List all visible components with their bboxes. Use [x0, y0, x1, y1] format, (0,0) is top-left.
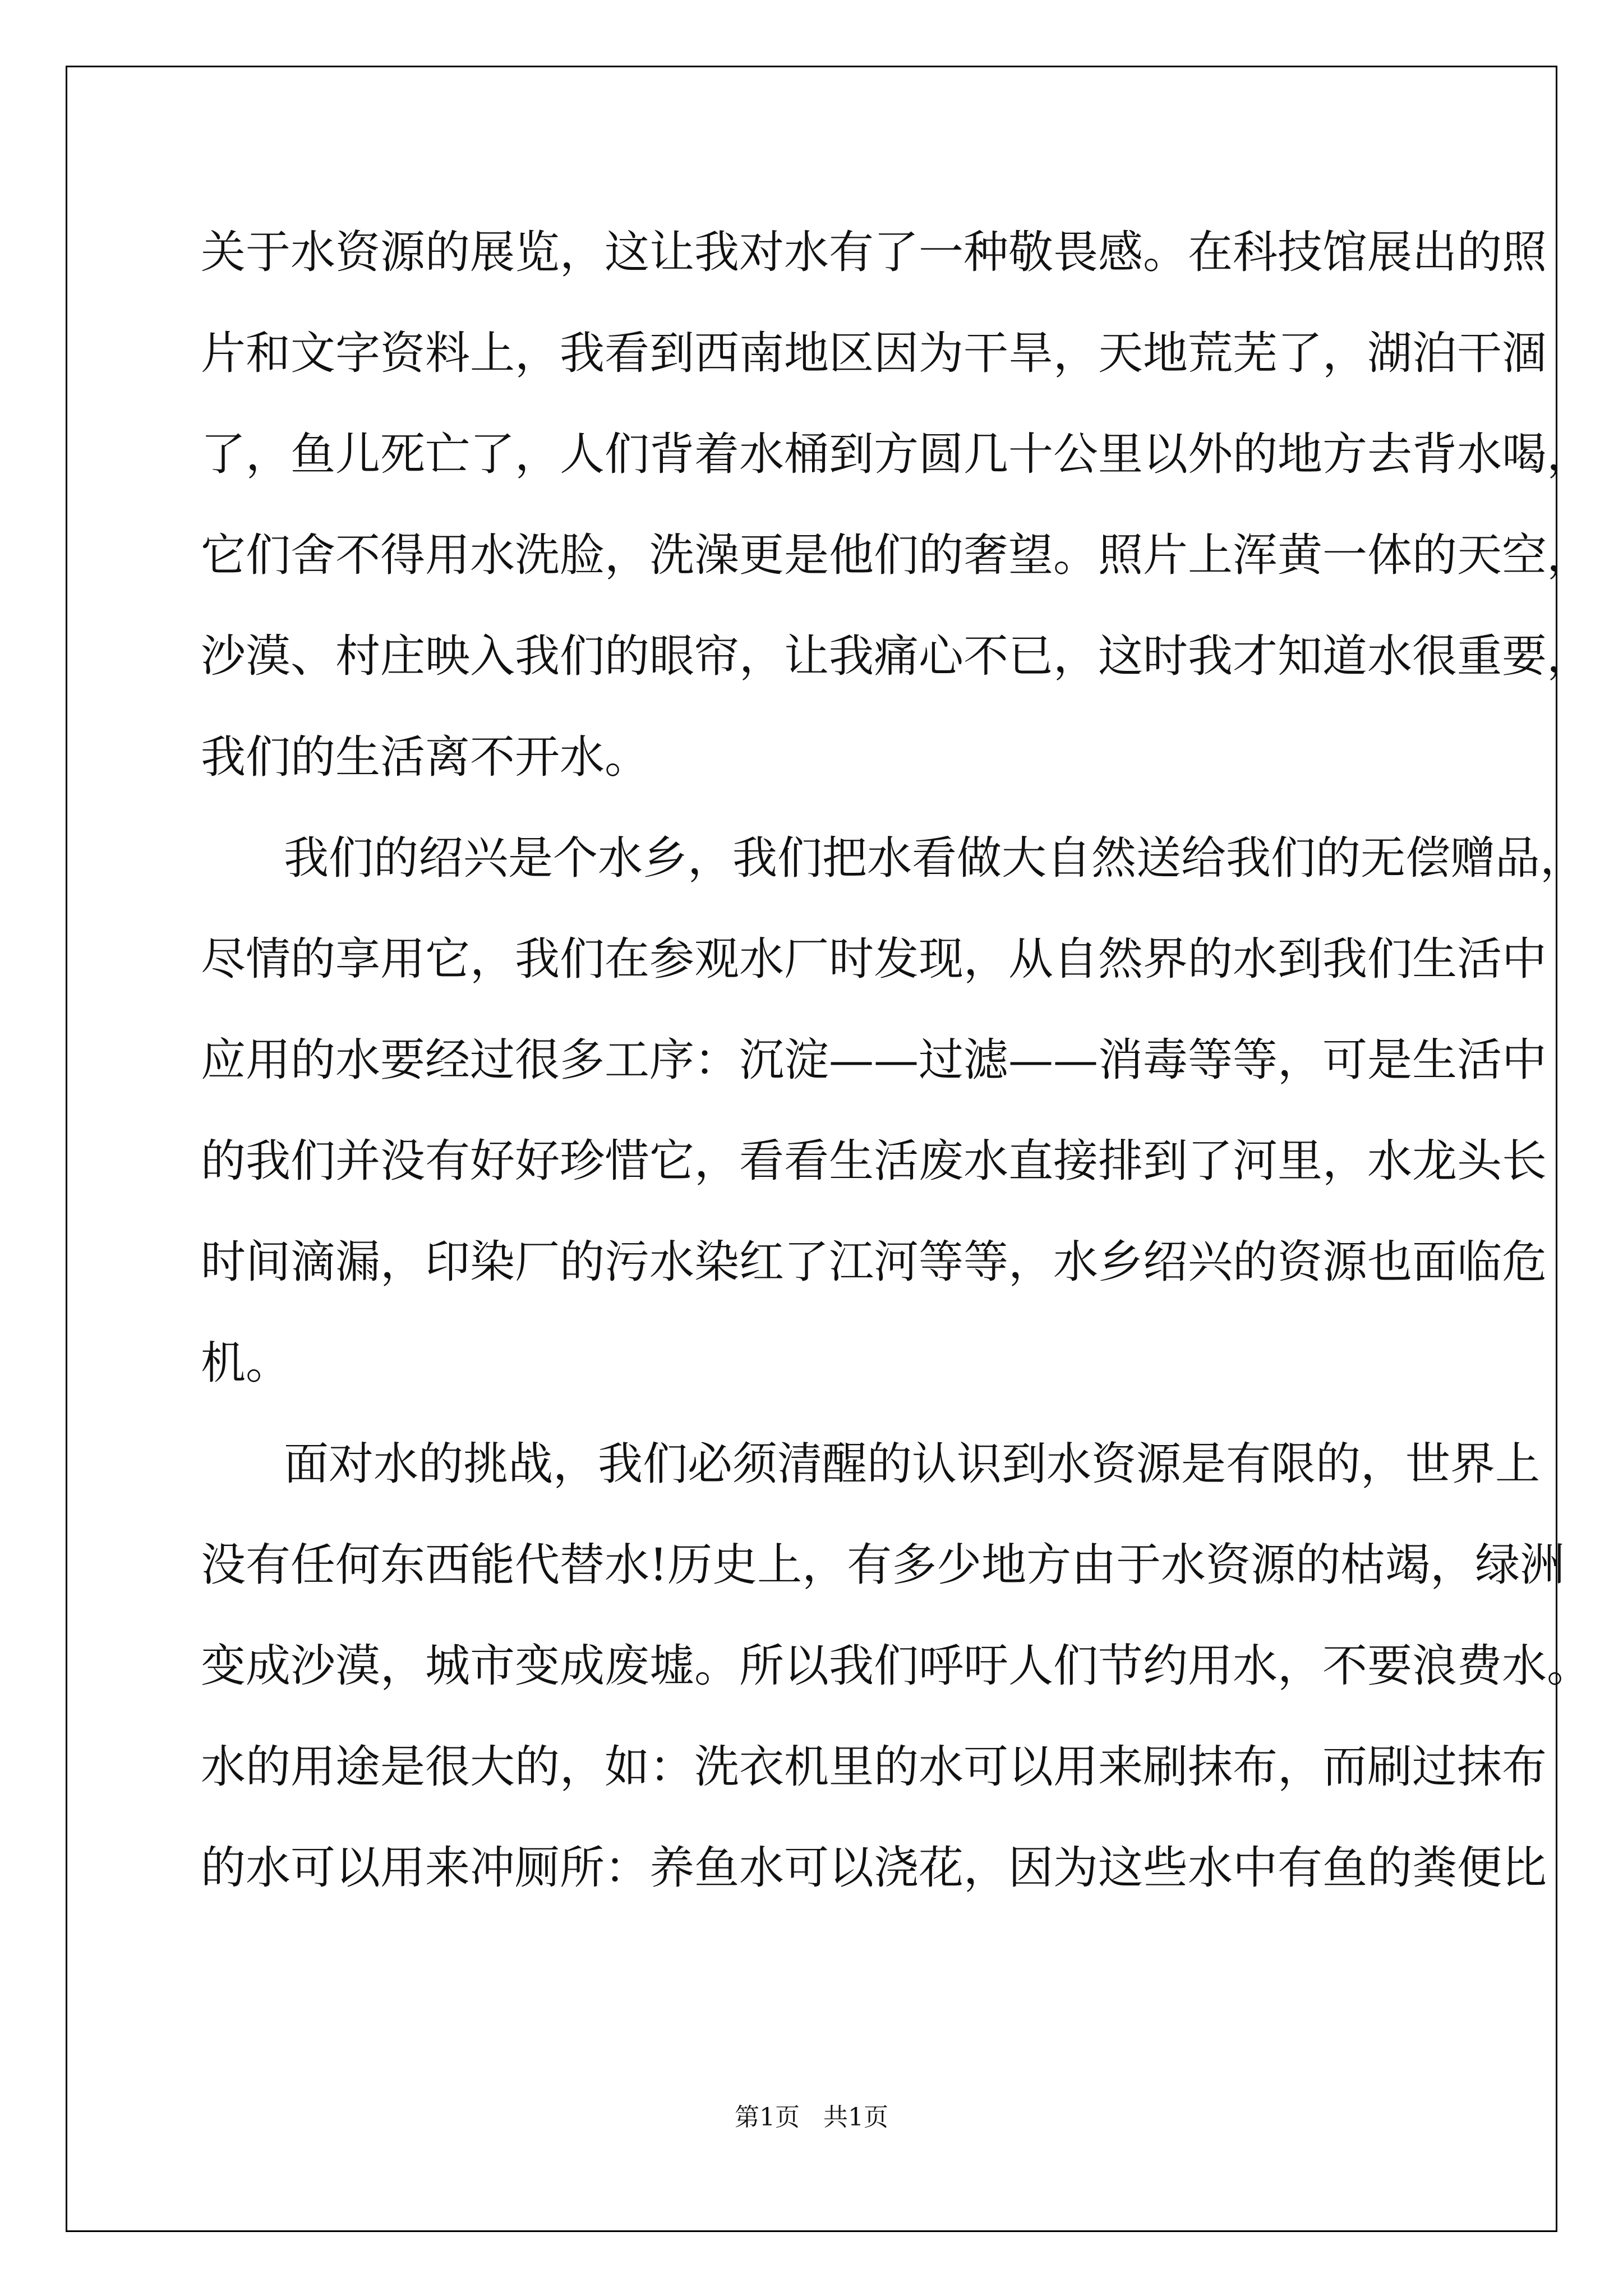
- text-line: 它们舍不得用水洗脸，洗澡更是他们的奢望。照片上浑黄一体的天空，: [201, 529, 1592, 581]
- text-line: 关于水资源的展览，这让我对水有了一种敬畏感。在科技馆展出的照: [201, 226, 1547, 278]
- text-line: 时间滴漏，印染厂的污水染红了江河等等，水乡绍兴的资源也面临危: [201, 1236, 1547, 1288]
- text-line: 了，鱼儿死亡了，人们背着水桶到方圆几十公里以外的地方去背水喝，: [201, 428, 1592, 480]
- text-line: 片和文字资料上，我看到西南地区因为干旱，天地荒芜了，湖泊干涸: [201, 327, 1547, 379]
- text-line: 机。: [201, 1337, 291, 1389]
- text-line: 面对水的挑战，我们必须清醒的认识到水资源是有限的，世界上: [284, 1438, 1540, 1490]
- document-body: [201, 202, 1592, 1918]
- text-line: 的我们并没有好好珍惜它，看看生活废水直接排到了河里，水龙头长: [201, 1135, 1547, 1187]
- text-line: 尽情的享用它，我们在参观水厂时发现，从自然界的水到我们生活中: [201, 933, 1547, 985]
- page-footer: 第1页 共1页: [735, 2103, 888, 2132]
- text-line: 我们的绍兴是个水乡，我们把水看做大自然送给我们的无偿赠品，: [284, 832, 1585, 884]
- text-line: 水的用途是很大的，如：洗衣机里的水可以用来刷抹布，而刷过抹布: [201, 1741, 1547, 1793]
- text-line: 变成沙漠，城市变成废墟。所以我们呼吁人们节约用水，不要浪费水。: [201, 1640, 1592, 1692]
- text-line: 的水可以用来冲厕所：养鱼水可以浇花，因为这些水中有鱼的粪便比: [201, 1842, 1547, 1894]
- text-line: 我们的生活离不开水。: [201, 731, 649, 783]
- text-line: 没有任何东西能代替水!历史上，有多少地方由于水资源的枯竭，绿洲: [201, 1539, 1565, 1591]
- text-line: 沙漠、村庄映入我们的眼帘，让我痛心不已，这时我才知道水很重要，: [201, 630, 1592, 682]
- text-line: 应用的水要经过很多工序：沉淀——过滤——消毒等等，可是生活中: [201, 1034, 1547, 1086]
